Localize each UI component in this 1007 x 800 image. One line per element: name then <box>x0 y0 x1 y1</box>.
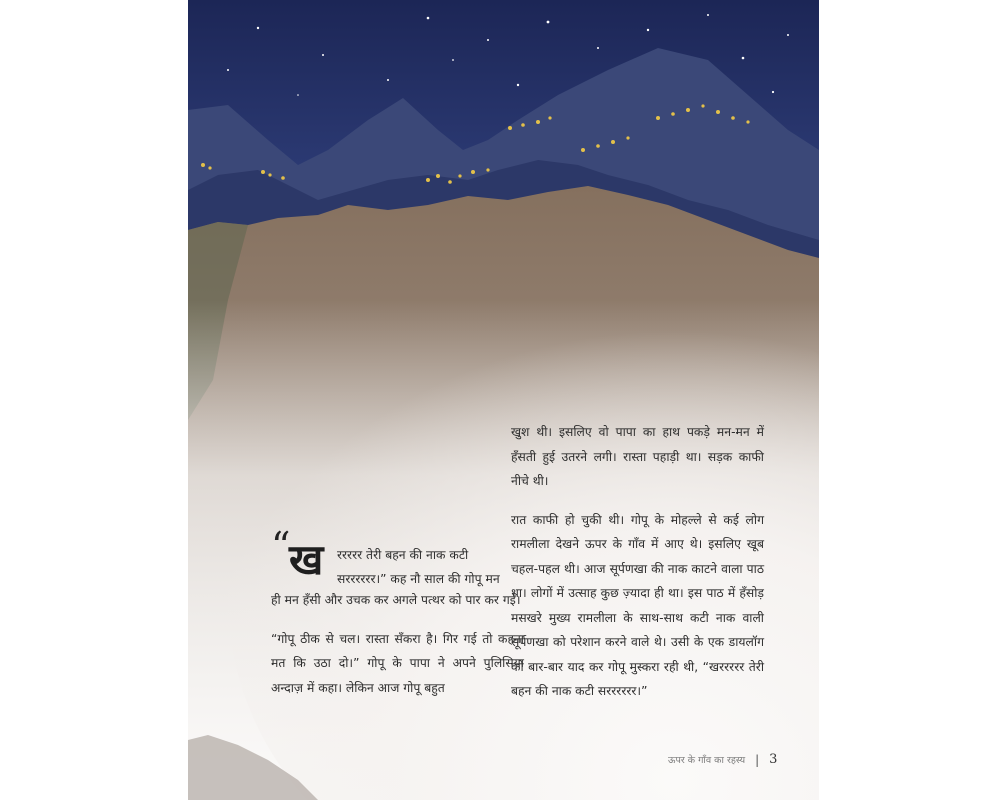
page-number: 3 <box>769 752 778 767</box>
running-title: ऊपर के गाँव का रहस्य <box>668 755 746 766</box>
opening-lines <box>271 524 524 588</box>
opening-quote: “ <box>271 524 291 568</box>
page-footer <box>668 752 777 767</box>
drop-cap: ख <box>289 535 324 584</box>
footer-separator: | <box>755 752 760 767</box>
left-text-column <box>271 524 524 714</box>
book-page <box>188 0 819 800</box>
paragraph-2: “गोपू ठीक से चल। रास्ता सँकरा है। गिर गई तो कहना मत कि उठा दो।” गोपू के पापा ने अपने पुलिसिया अन्दाज़ में कहा। लेकिन आज गोपू बहुत <box>271 631 524 695</box>
paragraph-1-continued: ही मन हँसी और उचक कर अगले पत्थर को पार कर गई। <box>271 593 521 607</box>
right-text-column <box>511 420 764 718</box>
opening-line-2: सरररररर।” कह नौ साल की गोपू मन <box>337 572 500 586</box>
paragraph-4: रात काफी हो चुकी थी। गोपू के मोहल्ले से कई लोग रामलीला देखने ऊपर के गाँव में आए थे। इसलिए खूब चहल-पहल थी। आज सूर्पणखा की नाक काटने वाला पाठ था। लोगों में उत्साह कुछ ज़्यादा ही था। इस पाठ में हँसोड़ मसखरे मुख्य रामलीला के साथ-साथ कटी नाक वाली सूर्पणखा को परेशान करने वाले थे। उसी के एक डायलॉग को बार-बार याद कर गोपू मुस्करा रही थी, “खररररर तेरी बहन की नाक कटी सरररररर।” <box>511 512 764 698</box>
paragraph-3: खुश थी। इसलिए वो पापा का हाथ पकड़े मन-मन में हँसती हुई उतरने लगी। रास्ता पहाड़ी था। सड़क काफी नीचे थी। <box>511 425 764 488</box>
opening-line-1: ररररर तेरी बहन की नाक कटी <box>337 548 469 562</box>
